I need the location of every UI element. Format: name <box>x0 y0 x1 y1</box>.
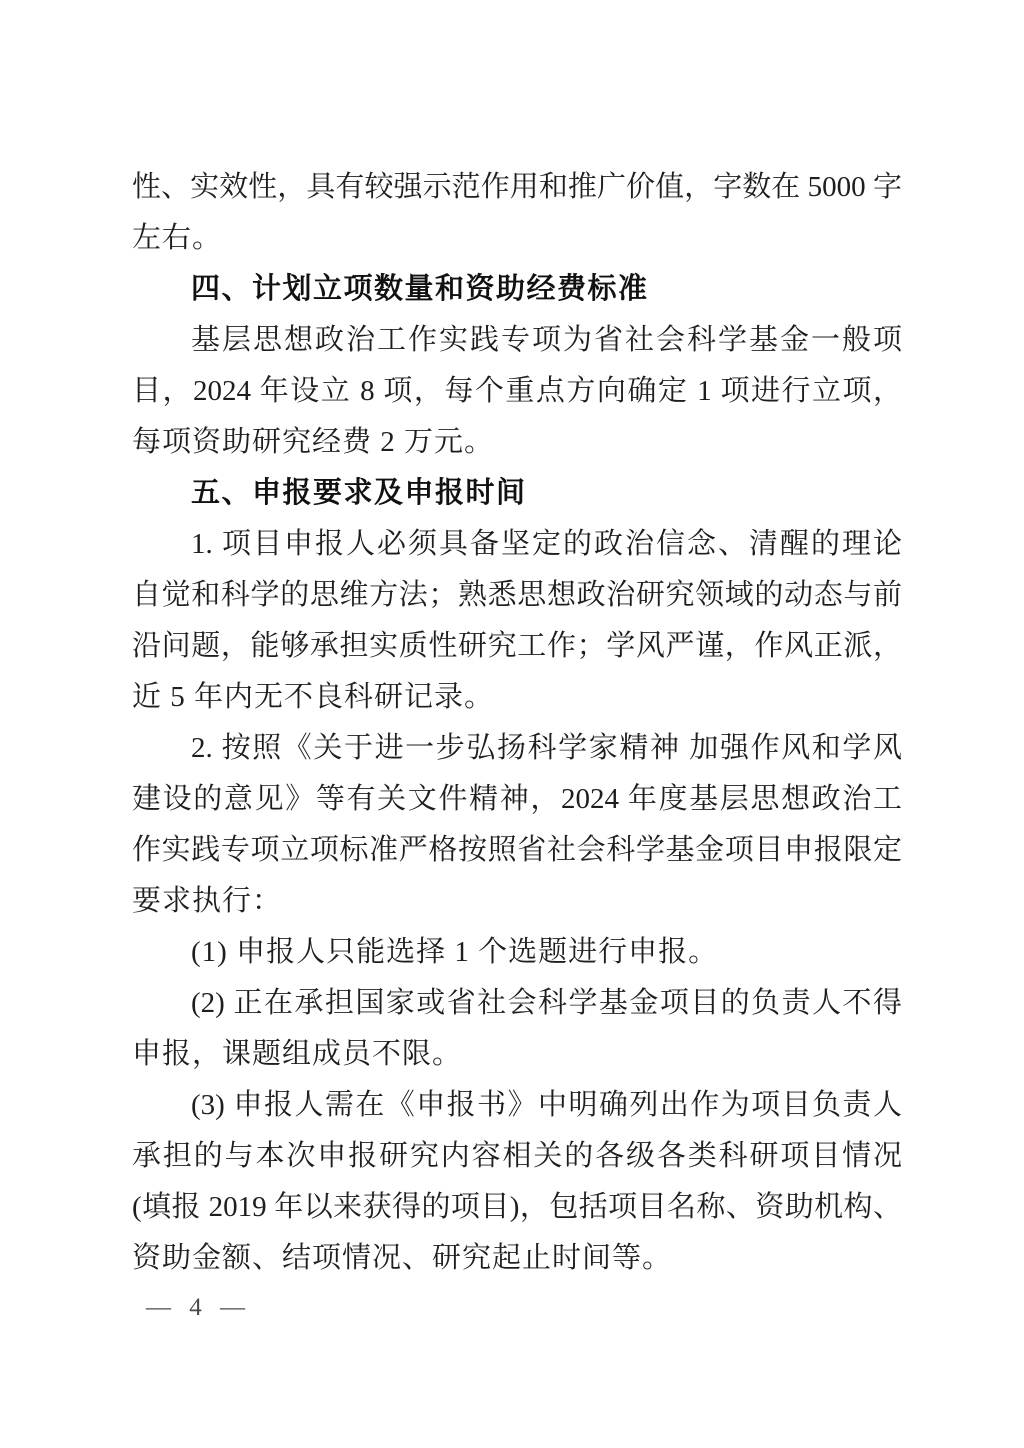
text-line: 基层思想政治工作实践专项为省社会科学基金一般项 <box>191 324 902 356</box>
text-line: 2. 按照《关于进一步弘扬科学家精神 加强作风和学风 <box>191 732 902 764</box>
document-body <box>132 162 902 1284</box>
text-line: 沿问题，能够承担实质性研究工作；学风严谨，作风正派， <box>132 630 902 662</box>
text-line: (3) 申报人需在《申报书》中明确列出作为项目负责人 <box>191 1089 902 1121</box>
text-line: 要求执行： <box>132 885 283 917</box>
text-line: (填报 2019 年以来获得的项目)，包括项目名称、资助机构、 <box>132 1191 902 1223</box>
text-line: 每项资助研究经费 2 万元。 <box>132 426 495 458</box>
text-line: 作实践专项立项标准严格按照省社会科学基金项目申报限定 <box>132 834 902 866</box>
text-line: 左右。 <box>132 222 223 254</box>
text-line: 资助金额、结项情况、研究起止时间等。 <box>132 1242 673 1274</box>
section-heading: 四、计划立项数量和资助经费标准 <box>191 273 649 305</box>
text-line: 近 5 年内无不良科研记录。 <box>132 681 495 713</box>
text-line: 申报，课题组成员不限。 <box>132 1038 463 1070</box>
text-line: 承担的与本次申报研究内容相关的各级各类科研项目情况 <box>132 1140 902 1172</box>
section-heading: 五、申报要求及申报时间 <box>191 477 527 509</box>
text-line: 目，2024 年设立 8 项，每个重点方向确定 1 项进行立项， <box>132 375 902 407</box>
text-line: 建设的意见》等有关文件精神，2024 年度基层思想政治工 <box>132 783 902 815</box>
page-footer <box>146 1291 246 1325</box>
text-line: (1) 申报人只能选择 1 个选题进行申报。 <box>191 936 719 968</box>
text-line: 1. 项目申报人必须具备坚定的政治信念、清醒的理论 <box>191 528 902 560</box>
text-line: (2) 正在承担国家或省社会科学基金项目的负责人不得 <box>191 987 902 1019</box>
page-number: — 4 — <box>146 1294 246 1321</box>
text-line: 自觉和科学的思维方法；熟悉思想政治研究领域的动态与前 <box>132 579 902 611</box>
text-line: 性、实效性，具有较强示范作用和推广价值，字数在 5000 字 <box>132 171 902 203</box>
